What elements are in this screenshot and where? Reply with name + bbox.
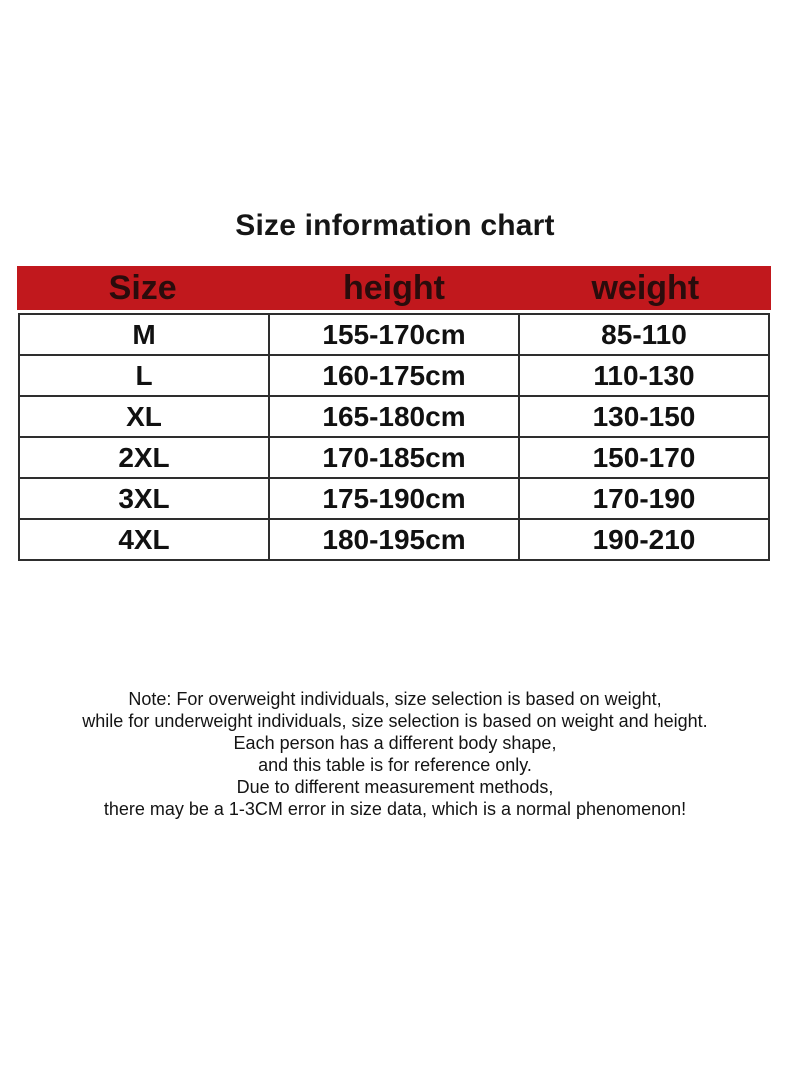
table-row (19, 355, 769, 396)
size-table-body (19, 314, 769, 560)
cell-height: 165-180cm (269, 396, 519, 437)
table-row (19, 437, 769, 478)
cell-weight: 150-170 (519, 437, 769, 478)
note-line: and this table is for reference only. (258, 755, 532, 775)
cell-weight: 130-150 (519, 396, 769, 437)
cell-height: 155-170cm (269, 314, 519, 355)
table-row (19, 519, 769, 560)
cell-size: XL (19, 396, 269, 437)
note-line: Each person has a different body shape, (233, 733, 557, 753)
note-line: there may be a 1-3CM error in size data, which is a normal phenomenon! (103, 799, 687, 819)
size-table (18, 313, 770, 561)
note-line: while for underweight individuals, size selection is based on weight and height. (82, 711, 708, 731)
table-row (19, 478, 769, 519)
table-header-band (17, 266, 771, 310)
cell-size: M (19, 314, 269, 355)
cell-size: L (19, 355, 269, 396)
cell-size: 4XL (19, 519, 269, 560)
column-header-weight: weight (591, 269, 700, 307)
cell-weight: 110-130 (519, 355, 769, 396)
page-title: Size information chart (235, 209, 555, 242)
note-line: Note: For overweight individuals, size selection is based on weight, (128, 689, 662, 709)
cell-height: 180-195cm (269, 519, 519, 560)
note-line: Due to different measurement methods, (236, 777, 554, 797)
cell-weight: 190-210 (519, 519, 769, 560)
cell-height: 160-175cm (269, 355, 519, 396)
cell-size: 2XL (19, 437, 269, 478)
cell-height: 175-190cm (269, 478, 519, 519)
column-header-size: Size (108, 269, 177, 307)
cell-weight: 85-110 (519, 314, 769, 355)
column-header-height: height (343, 269, 445, 307)
table-row (19, 314, 769, 355)
cell-size: 3XL (19, 478, 269, 519)
note-block (0, 688, 790, 820)
cell-height: 170-185cm (269, 437, 519, 478)
cell-weight: 170-190 (519, 478, 769, 519)
table-row (19, 396, 769, 437)
